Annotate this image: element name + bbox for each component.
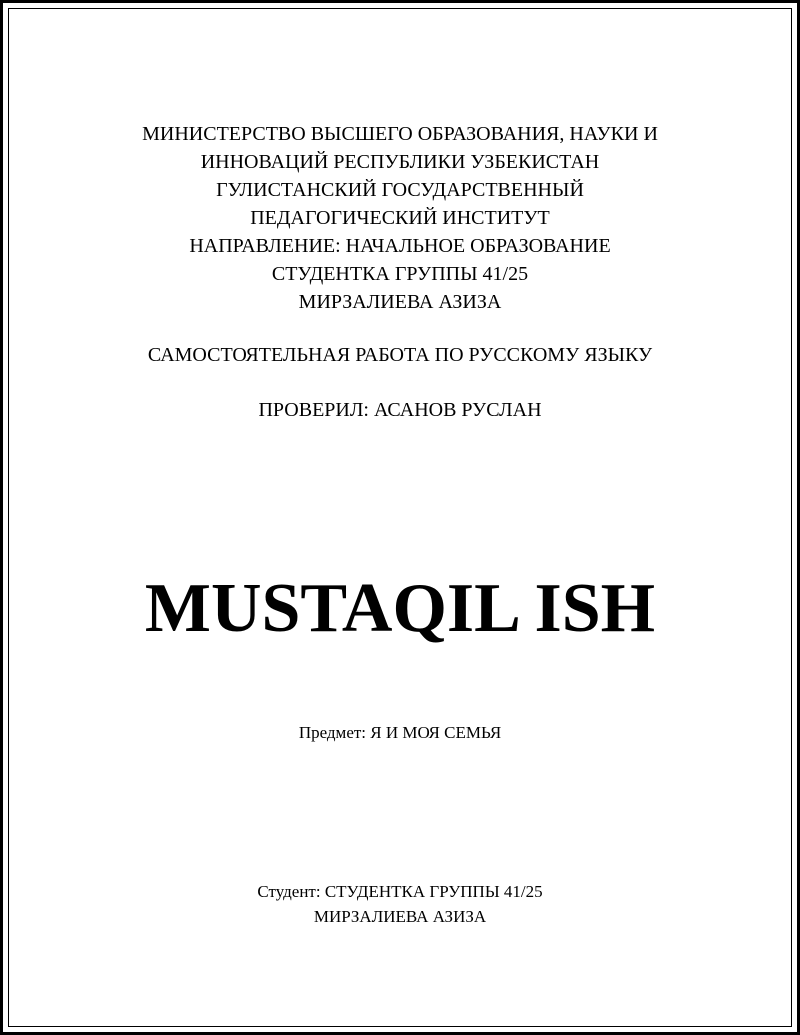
- header-line-university: ГУЛИСТАНСКИЙ ГОСУДАРСТВЕННЫЙ: [216, 179, 584, 201]
- header-line-student-name: МИРЗАЛИЕВА АЗИЗА: [298, 291, 502, 313]
- main-title: MUSTAQIL ISH: [144, 570, 656, 647]
- header-line-institute: ПЕДАГОГИЧЕСКИЙ ИНСТИТУТ: [250, 207, 550, 229]
- institution-header: [0, 120, 800, 316]
- student-line-group: Студент: СТУДЕНТКА ГРУППЫ 41/25: [257, 882, 543, 901]
- header-line-ministry: МИНИСТЕРСТВО ВЫСШЕГО ОБРАЗОВАНИЯ, НАУКИ И: [142, 123, 658, 145]
- header-line-group: СТУДЕНТКА ГРУППЫ 41/25: [271, 263, 529, 285]
- header-line-republic: ИННОВАЦИЙ РЕСПУБЛИКИ УЗБЕКИСТАН: [200, 151, 600, 173]
- work-title: САМОСТОЯТЕЛЬНАЯ РАБОТА ПО РУССКОМУ ЯЗЫКУ: [147, 344, 653, 366]
- student-block: [0, 879, 800, 929]
- checker-line: ПРОВЕРИЛ: АСАНОВ РУСЛАН: [258, 399, 542, 421]
- header-line-direction: НАПРАВЛЕНИЕ: НАЧАЛЬНОЕ ОБРАЗОВАНИЕ: [189, 235, 611, 257]
- student-line-name: МИРЗАЛИЕВА АЗИЗА: [313, 907, 487, 926]
- subject-line: Предмет: Я И МОЯ СЕМЬЯ: [298, 723, 502, 742]
